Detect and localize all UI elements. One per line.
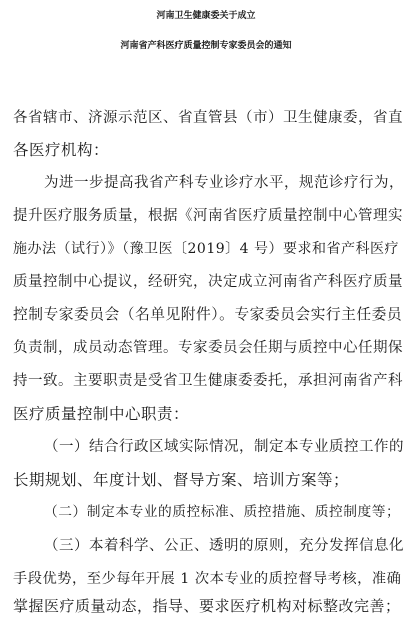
addressee-line-2: 各医疗机构： — [13, 141, 110, 159]
body-line: （一）结合行政区域实际情况，制定本专业质控工作的 — [44, 439, 404, 455]
body-line: 负责制，成员动态管理。专家委员会任期与质控中心任期保 — [13, 340, 403, 356]
body-line: 为进一步提高我省产科专业诊疗水平，规范诊疗行为， — [44, 175, 404, 191]
body-line: 质量控制中心提议，经研究，决定成立河南省产科医疗质量 — [13, 274, 403, 290]
body-line: 掌握医疗质量动态，指导、要求医疗机构对标整改完善； — [13, 597, 401, 615]
addressee-line-1: 各省辖市、济源示范区、省直管县（市）卫生健康委，省直 — [13, 110, 403, 126]
body-line: 长期规划、年度计划、督导方案、培训方案等； — [13, 471, 350, 489]
body-line: 控制专家委员会（名单见附件）。专家委员会实行主任委员 — [13, 306, 403, 323]
body-line: 持一致。主要职责是受省卫生健康委委托，承担河南省产科 — [13, 373, 403, 389]
body-line: （三）本着科学、公正、透明的原则，充分发挥信息化 — [44, 538, 404, 554]
document-title-line-1: 河南卫生健康委关于成立 — [156, 11, 256, 21]
document-title-line-2: 河南省产科医疗质量控制专家委员会的通知 — [120, 41, 292, 51]
body-line: 提升医疗服务质量，根据《河南省医疗质量控制中心管理实 — [13, 208, 403, 224]
body-line: 手段优势，至少每年开展 1 次本专业的质控督导考核，准确 — [13, 571, 402, 587]
body-line: 施办法（试行）》（豫卫医〔2019〕4 号）要求和省产科医疗 — [13, 241, 399, 257]
body-line: 医疗质量控制中心职责： — [13, 405, 190, 423]
body-line: （二）制定本专业的质控标准、质控措施、质控制度等； — [44, 504, 401, 520]
